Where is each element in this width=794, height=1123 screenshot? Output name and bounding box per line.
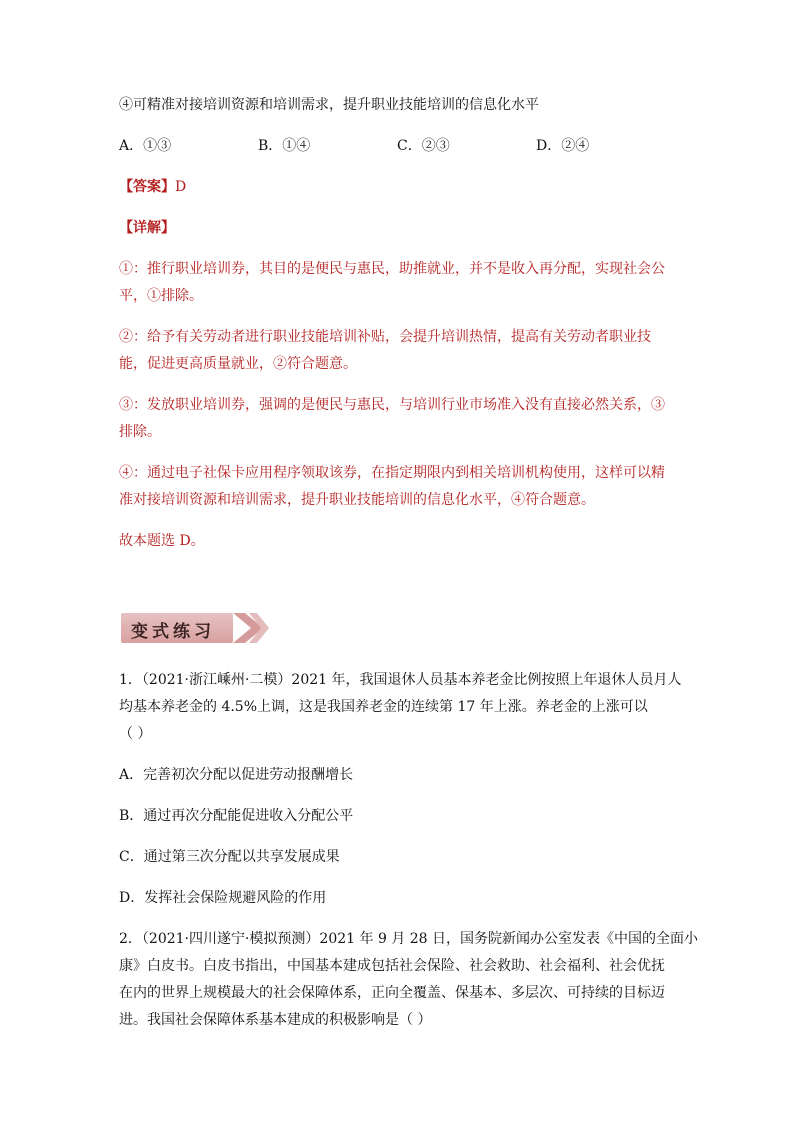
detail-line: ②：给予有关劳动者进行职业技能培训补贴，会提升培训热情，提高有关劳动者职业技 (119, 329, 651, 345)
q1-option: A．完善初次分配以促进劳动报酬增长 (119, 767, 354, 783)
q2-line: 2．（2021·四川遂宁·模拟预测）2021 年 9 月 28 日，国务院新闻办公室发表《中国的全面小 (119, 931, 699, 947)
answer-line (119, 177, 186, 197)
choice-b: B．①④ (258, 138, 311, 154)
banner-title: 变式练习 (131, 622, 215, 642)
q1-option: D．发挥社会保险规避风险的作用 (119, 890, 327, 906)
q1-line: 1．（2021·浙江嵊州·二模）2021 年，我国退休人员基本养老金比例按照上年退休人员月人 (119, 672, 682, 688)
q1-line: 均基本养老金的 4.5%上调，这是我国养老金的连续第 17 年上涨。养老金的上涨可以 (119, 699, 648, 715)
detail-line: ①：推行职业培训券，其目的是便民与惠民，助推就业，并不是收入再分配，实现社会公 (119, 261, 665, 277)
detail-line: 能，促进更高质量就业，②符合题意。 (119, 356, 357, 372)
q2-line: 进。我国社会保障体系基本建成的积极影响是（ ） (119, 1012, 432, 1028)
q2-line: 康》白皮书。白皮书指出，中国基本建成包括社会保险、社会救助、社会福利、社会优抚 (119, 958, 665, 974)
detail-line: 平，①排除。 (119, 288, 203, 304)
detail-heading: 【详解】 (119, 220, 175, 236)
detail-line: 排除。 (119, 424, 161, 440)
section-banner (121, 611, 269, 645)
q1-line: （ ） (119, 726, 152, 742)
double-chevron-icon (121, 611, 269, 645)
choice-d: D．②④ (536, 138, 590, 154)
detail-line: ④：通过电子社保卡应用程序领取该券，在指定期限内到相关培训机构使用，这样可以精 (119, 465, 665, 481)
detail-conclusion: 故本题选 D。 (119, 533, 205, 549)
answer-prefix: 【答案】 (119, 179, 175, 195)
detail-line: ③：发放职业培训券，强调的是便民与惠民，与培训行业市场准入没有直接必然关系，③ (119, 397, 665, 413)
option-4-text: ④可精准对接培训资源和培训需求，提升职业技能培训的信息化水平 (119, 97, 539, 113)
choice-c: C．②③ (397, 138, 450, 154)
q1-option: B．通过再次分配能促进收入分配公平 (119, 808, 354, 824)
detail-line: 准对接培训资源和培训需求，提升职业技能培训的信息化水平，④符合题意。 (119, 492, 595, 508)
choice-a: A．①③ (119, 138, 172, 154)
q2-line: 在内的世界上规模最大的社会保障体系，正向全覆盖、保基本、多层次、可持续的目标迈 (119, 985, 665, 1001)
q1-option: C．通过第三次分配以共享发展成果 (119, 849, 340, 865)
answer-value: D (175, 179, 187, 195)
